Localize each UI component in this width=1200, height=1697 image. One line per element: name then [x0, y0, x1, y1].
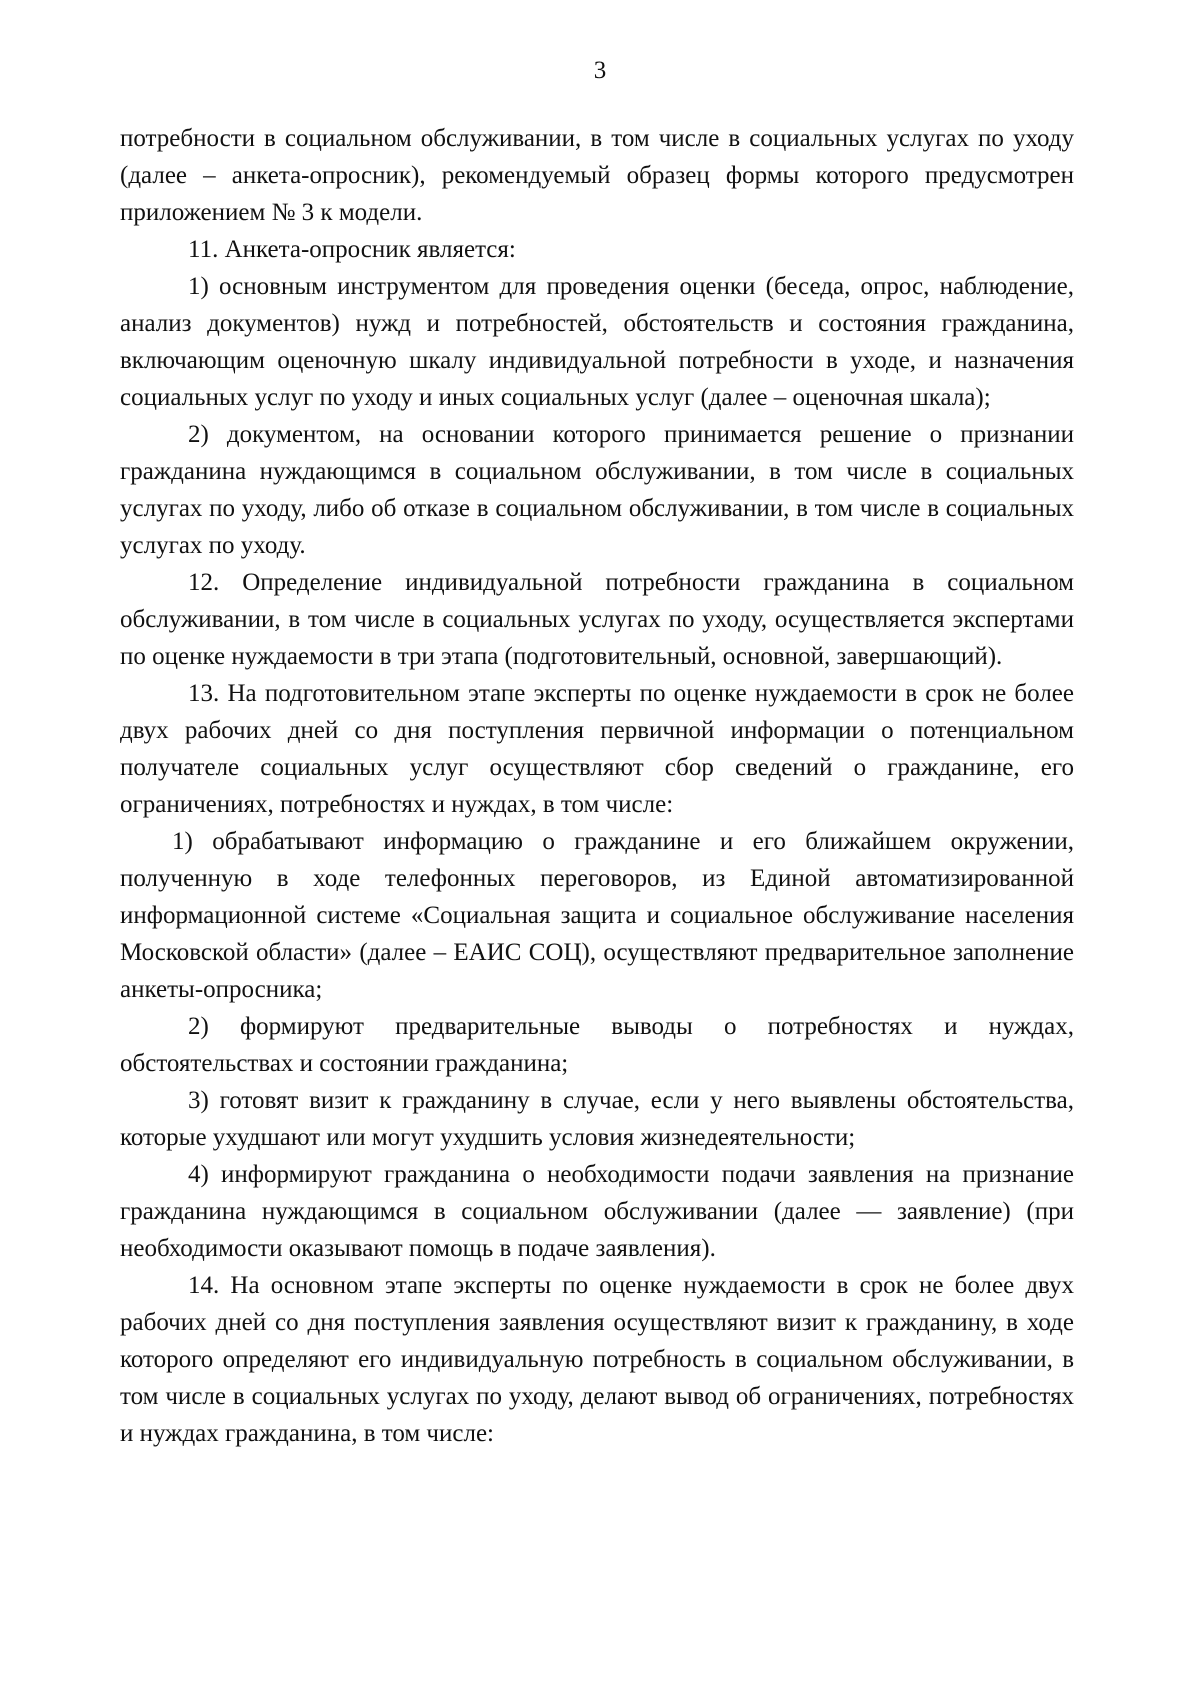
document-body	[120, 120, 1074, 1452]
paragraph-14: 14. На основном этапе эксперты по оценке нуждаемости в срок не более двух рабочих дней со дня поступления заявления осуществляют визит к гражданину, в ходе которого определяют его индивидуальную потребность в социальном обслуживании, в том числе в социальных услугах по уходу, делают вывод об ограничениях, потребностях и нуждах гражданина, в том числе:	[120, 1272, 1074, 1447]
paragraph-12: 12. Определение индивидуальной потребности гражданина в социальном обслуживании, в том числе в социальных услугах по уходу, осуществляется экспертами по оценке нуждаемости в три этапа (подготовительный, основной, завершающий).	[120, 569, 1074, 670]
page-number: 3	[593, 57, 607, 84]
paragraph-continuation: потребности в социальном обслуживании, в том числе в социальных услугах по уходу (далее – анкета-опросник), рекомендуемый образец формы которого предусмотрен приложением № 3 к модели.	[120, 125, 1074, 226]
paragraph-11-item-1: 1) основным инструментом для проведения оценки (беседа, опрос, наблюдение, анализ документов) нужд и потребностей, обстоятельств и состояния гражданина, включающим оценочную шкалу индивидуальной потребности в уходе, и назначения социальных услуг по уходу и иных социальных услуг (далее – оценочная шкала);	[120, 273, 1074, 411]
paragraph-13-item-1: 1) обрабатывают информацию о гражданине и его ближайшем окружении, полученную в ходе телефонных переговоров, из Единой автоматизированной информационной системе «Социальная защита и социальное обслуживание населения Московской области» (далее – ЕАИС СОЦ), осуществляют предварительное заполнение анкеты-опросника;	[120, 828, 1074, 1003]
paragraph-13-item-2: 2) формируют предварительные выводы о потребностях и нуждах, обстоятельствах и состоянии гражданина;	[120, 1013, 1074, 1077]
paragraph-13-item-4: 4) информируют гражданина о необходимости подачи заявления на признание гражданина нуждающимся в социальном обслуживании (далее — заявление) (при необходимости оказывают помощь в подаче заявления).	[120, 1161, 1074, 1262]
paragraph-11-item-2: 2) документом, на основании которого принимается решение о признании гражданина нуждающимся в социальном обслуживании, в том числе в социальных услугах по уходу, либо об отказе в социальном обслуживании, в том числе в социальных услугах по уходу.	[120, 421, 1074, 559]
paragraph-13: 13. На подготовительном этапе эксперты по оценке нуждаемости в срок не более двух рабочих дней со дня поступления первичной информации о потенциальном получателе социальных услуг осуществляют сбор сведений о гражданине, его ограничениях, потребностях и нуждах, в том числе:	[120, 680, 1074, 818]
paragraph-11: 11. Анкета-опросник является:	[188, 236, 516, 263]
paragraph-13-item-3: 3) готовят визит к гражданину в случае, если у него выявлены обстоятельства, которые ухудшают или могут ухудшить условия жизнедеятельности;	[120, 1087, 1074, 1151]
